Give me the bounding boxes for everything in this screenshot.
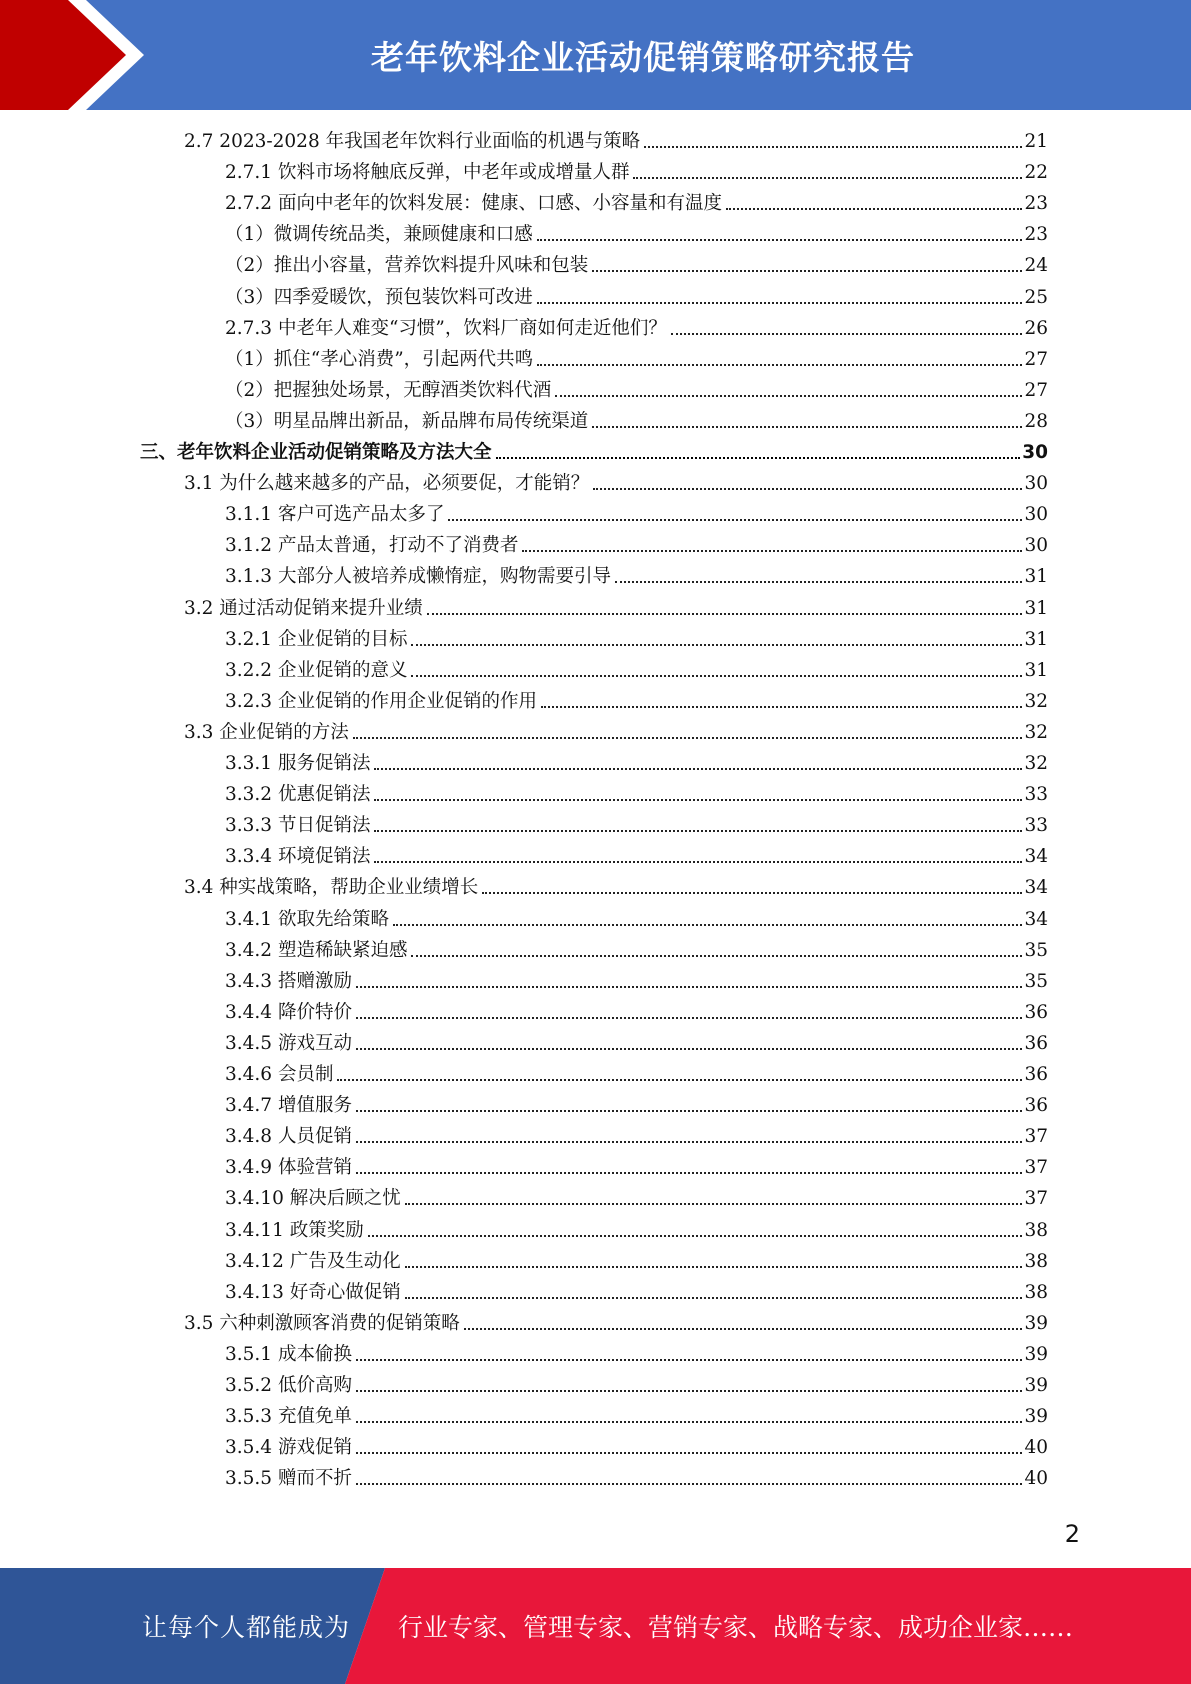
- toc-dot-leader: [356, 1483, 1023, 1485]
- toc-entry[interactable]: [225, 779, 1048, 810]
- toc-entry-page: 37: [1024, 1188, 1048, 1210]
- toc-entry-page: 32: [1024, 753, 1048, 774]
- toc-entry-page: 23: [1024, 193, 1048, 215]
- toc-entry[interactable]: [225, 157, 1048, 188]
- toc-entry[interactable]: [225, 344, 1048, 375]
- toc-entry-page: 31: [1024, 628, 1048, 650]
- toc-dot-leader: [356, 1390, 1023, 1392]
- toc-entry[interactable]: [225, 748, 1048, 779]
- toc-dot-leader: [482, 892, 1022, 894]
- toc-entry[interactable]: [184, 1308, 1048, 1339]
- toc-entry[interactable]: [225, 1183, 1048, 1214]
- toc-entry[interactable]: [225, 530, 1048, 561]
- toc-dot-leader: [522, 550, 1022, 552]
- toc-entry-title: 2.7.1 饮料市场将触底反弹，中老年或成增量人群: [225, 162, 630, 184]
- toc-entry[interactable]: [225, 1370, 1048, 1401]
- toc-entry-title: 3.4.1 欲取先给策略: [225, 908, 389, 930]
- toc-entry-page: 30: [1024, 473, 1048, 495]
- toc-dot-leader: [356, 1421, 1023, 1423]
- toc-entry-title: 3.1 为什么越来越多的产品，必须要促，才能销？: [184, 473, 590, 495]
- toc-dot-leader: [356, 1017, 1023, 1019]
- toc-entry-title: 3.5.2 低价高购: [225, 1375, 352, 1396]
- toc-entry-page: 33: [1024, 815, 1048, 837]
- toc-dot-leader: [353, 737, 1023, 739]
- toc-entry-title: 3.4.2 塑造稀缺紧迫感: [225, 939, 408, 961]
- toc-entry-page: 36: [1024, 1001, 1048, 1023]
- toc-entry-page: 30: [1024, 535, 1048, 557]
- toc-entry-title: （1）抓住“孝心消费”，引起两代共鸣: [225, 348, 534, 370]
- toc-dot-leader: [537, 364, 1022, 366]
- toc-dot-leader: [411, 955, 1022, 957]
- toc-entry-page: 31: [1024, 566, 1048, 588]
- toc-entry-page: 21: [1024, 131, 1048, 152]
- toc-entry-title: 3.3.3 节日促销法: [225, 815, 371, 837]
- toc-entry-page: 40: [1024, 1437, 1048, 1459]
- toc-entry-title: 3.2.3 企业促销的作用企业促销的作用: [225, 690, 537, 712]
- toc-entry-title: 3.4.12 广告及生动化: [225, 1250, 401, 1272]
- toc-entry[interactable]: [225, 188, 1048, 219]
- toc-entry[interactable]: [225, 935, 1048, 966]
- toc-entry-title: 3.4 种实战策略，帮助企业业绩增长: [184, 877, 479, 899]
- toc-entry[interactable]: [225, 1463, 1048, 1494]
- toc-dot-leader: [464, 1328, 1023, 1330]
- toc-entry-title: 3.5 六种刺激顾客消费的促销策略: [184, 1312, 460, 1334]
- toc-dot-leader: [356, 1048, 1023, 1050]
- toc-entry-page: 35: [1024, 939, 1048, 961]
- toc-entry-page: 34: [1024, 877, 1048, 899]
- toc-entry-title: 3.4.6 会员制: [225, 1064, 334, 1085]
- toc-entry[interactable]: [225, 810, 1048, 841]
- toc-entry-title: 3.4.9 体验营销: [225, 1157, 352, 1179]
- toc-dot-leader: [393, 924, 1022, 926]
- toc-entry[interactable]: [225, 313, 1048, 344]
- toc-entry[interactable]: [225, 904, 1048, 935]
- toc-entry-page: 34: [1024, 908, 1048, 930]
- toc-dot-leader: [671, 333, 1023, 335]
- toc-dot-leader: [644, 146, 1022, 148]
- toc-entry[interactable]: [225, 561, 1048, 592]
- toc-entry-page: 37: [1024, 1126, 1048, 1148]
- toc-dot-leader: [541, 706, 1022, 708]
- toc-dot-leader: [368, 1235, 1023, 1237]
- toc-entry[interactable]: [225, 1121, 1048, 1152]
- toc-dot-leader: [726, 208, 1022, 210]
- toc-dot-leader: [633, 177, 1022, 179]
- toc-entry[interactable]: [225, 686, 1048, 717]
- toc-entry-page: 36: [1024, 1095, 1048, 1117]
- toc-entry-page: 30: [1022, 442, 1048, 463]
- toc-entry-title: 3.1.1 客户可选产品太多了: [225, 504, 445, 526]
- toc-entry-page: 39: [1024, 1343, 1048, 1365]
- toc-entry-title: 3.2.2 企业促销的意义: [225, 659, 408, 681]
- toc-dot-leader: [356, 1110, 1023, 1112]
- toc-dot-leader: [537, 239, 1023, 241]
- toc-entry-page: 34: [1024, 846, 1048, 868]
- toc-dot-leader: [356, 1452, 1023, 1454]
- toc-entry-title: 3.3.2 优惠促销法: [225, 784, 371, 806]
- toc-entry-title: 3.4.5 游戏互动: [225, 1032, 352, 1054]
- toc-entry[interactable]: [225, 1432, 1048, 1463]
- toc-dot-leader: [405, 1266, 1023, 1268]
- toc-entry[interactable]: [225, 1152, 1048, 1183]
- toc-entry-page: 24: [1024, 255, 1048, 277]
- toc-dot-leader: [356, 986, 1023, 988]
- toc-entry[interactable]: [225, 841, 1048, 872]
- toc-entry-page: 30: [1024, 504, 1048, 526]
- toc-entry-title: 3.1.3 大部分人被培养成懒惰症，购物需要引导: [225, 566, 611, 588]
- toc-entry-page: 40: [1024, 1468, 1048, 1490]
- toc-dot-leader: [615, 581, 1022, 583]
- toc-dot-leader: [593, 488, 1022, 490]
- toc-entry-page: 36: [1024, 1032, 1048, 1054]
- toc-entry[interactable]: [225, 1028, 1048, 1059]
- toc-entry-title: （2）把握独处场景，无醇酒类饮料代酒: [225, 379, 552, 401]
- toc-entry[interactable]: [225, 219, 1048, 250]
- toc-dot-leader: [555, 395, 1022, 397]
- toc-dot-leader: [537, 302, 1023, 304]
- toc-entry[interactable]: [184, 717, 1048, 748]
- toc-entry-title: 3.5.3 充值免单: [225, 1406, 352, 1428]
- toc-entry-page: 22: [1024, 162, 1048, 184]
- toc-entry-title: 3.4.7 增值服务: [225, 1095, 352, 1117]
- toc-entry[interactable]: [225, 966, 1048, 997]
- toc-entry[interactable]: [225, 1401, 1048, 1432]
- toc-entry-page: 37: [1024, 1157, 1048, 1179]
- toc-entry-page: 27: [1024, 379, 1048, 401]
- toc-dot-leader: [356, 1172, 1023, 1174]
- toc-entry-title: 三、老年饮料企业活动促销策略及方法大全: [140, 442, 492, 463]
- toc-entry[interactable]: [225, 406, 1048, 437]
- toc-entry-title: （2）推出小容量，营养饮料提升风味和包装: [225, 255, 589, 277]
- page-footer: [0, 1568, 1191, 1684]
- toc-entry[interactable]: [225, 375, 1048, 406]
- toc-entry[interactable]: [184, 872, 1048, 903]
- toc-entry-title: 3.2 通过活动促销来提升业绩: [184, 597, 423, 619]
- toc-entry-page: 28: [1024, 410, 1048, 432]
- toc-entry-title: 3.1.2 产品太普通，打动不了消费者: [225, 535, 519, 557]
- toc-dot-leader: [496, 457, 1021, 459]
- toc-entry-title: （3）四季爱暖饮，预包装饮料可改进: [225, 286, 533, 308]
- toc-entry[interactable]: [225, 1339, 1048, 1370]
- report-title: 老年饮料企业活动促销策略研究报告: [371, 37, 915, 77]
- toc-entry-page: 31: [1024, 597, 1048, 619]
- page-number: 2: [1064, 1520, 1080, 1548]
- toc-entry-page: 39: [1024, 1406, 1048, 1428]
- toc-entry-page: 32: [1024, 721, 1048, 743]
- toc-entry-title: 3.5.5 赠而不折: [225, 1468, 352, 1490]
- toc-entry-page: 36: [1024, 1064, 1048, 1085]
- toc-entry[interactable]: [225, 1246, 1048, 1277]
- toc-entry-title: 3.5.1 成本偷换: [225, 1343, 352, 1365]
- toc-entry-title: 3.4.13 好奇心做促销: [225, 1281, 401, 1303]
- toc-dot-leader: [356, 1359, 1023, 1361]
- toc-entry-title: 3.4.3 搭赠激励: [225, 970, 352, 992]
- toc-dot-leader: [374, 861, 1022, 863]
- toc-dot-leader: [356, 1141, 1023, 1143]
- toc-entry-title: 3.4.8 人员促销: [225, 1126, 352, 1148]
- toc-dot-leader: [337, 1079, 1022, 1081]
- toc-entry[interactable]: [184, 593, 1048, 624]
- toc-entry-page: 39: [1024, 1312, 1048, 1334]
- toc-entry-title: 2.7.2 面向中老年的饮料发展：健康、口感、小容量和有温度: [225, 193, 722, 215]
- toc-entry[interactable]: [184, 468, 1048, 499]
- toc-dot-leader: [374, 799, 1022, 801]
- toc-entry-title: 3.3 企业促销的方法: [184, 721, 349, 743]
- toc-entry-page: 27: [1024, 348, 1048, 370]
- toc-dot-leader: [411, 644, 1022, 646]
- toc-entry[interactable]: [225, 250, 1048, 281]
- header-chevron-decoration: [0, 0, 160, 110]
- toc-entry-title: 3.3.1 服务促销法: [225, 753, 371, 774]
- toc-entry-title: 2.7 2023-2028 年我国老年饮料行业面临的机遇与策略: [184, 131, 641, 152]
- toc-dot-leader: [405, 1203, 1023, 1205]
- toc-entry-page: 35: [1024, 970, 1048, 992]
- toc-entry-title: 3.5.4 游戏促销: [225, 1437, 352, 1459]
- toc-entry-page: 39: [1024, 1375, 1048, 1396]
- toc-entry[interactable]: [225, 499, 1048, 530]
- toc-entry-page: 26: [1024, 317, 1048, 339]
- toc-dot-leader: [405, 1297, 1023, 1299]
- toc-chapter-entry[interactable]: [140, 437, 1048, 468]
- toc-entry[interactable]: [225, 655, 1048, 686]
- toc-entry[interactable]: [225, 282, 1048, 313]
- toc-entry-title: 3.4.4 降价特价: [225, 1001, 352, 1023]
- toc-entry-page: 31: [1024, 659, 1048, 681]
- toc-entry-title: 3.4.11 政策奖励: [225, 1219, 364, 1241]
- toc-entry[interactable]: [225, 997, 1048, 1028]
- footer-slogan-left: 让每个人都能成为: [142, 1613, 351, 1642]
- footer-slogan-right: 行业专家、管理专家、营销专家、战略专家、成功企业家……: [398, 1613, 1074, 1642]
- toc-dot-leader: [592, 426, 1022, 428]
- toc-entry-page: 23: [1024, 224, 1048, 246]
- toc-dot-leader: [427, 613, 1023, 615]
- toc-entry-title: （1）微调传统品类，兼顾健康和口感: [225, 224, 533, 246]
- toc-entry[interactable]: [225, 1090, 1048, 1121]
- toc-entry-title: 3.4.10 解决后顾之忧: [225, 1188, 401, 1210]
- toc-entry-page: 38: [1024, 1219, 1048, 1241]
- toc-dot-leader: [374, 830, 1022, 832]
- toc-dot-leader: [374, 768, 1022, 770]
- toc-entry-page: 32: [1024, 690, 1048, 712]
- toc-entry-page: 25: [1024, 286, 1048, 308]
- page-header: [0, 0, 1191, 110]
- toc-entry-page: 38: [1024, 1281, 1048, 1303]
- toc-dot-leader: [592, 270, 1022, 272]
- toc-entry-title: 3.2.1 企业促销的目标: [225, 628, 408, 650]
- toc-entry-title: （3）明星品牌出新品，新品牌布局传统渠道: [225, 410, 589, 432]
- toc-entry-page: 33: [1024, 784, 1048, 806]
- toc-entry-title: 2.7.3 中老年人难变“习惯”，饮料厂商如何走近他们？: [225, 317, 667, 339]
- toc-entry[interactable]: [184, 126, 1048, 157]
- toc-entry[interactable]: [225, 1277, 1048, 1308]
- toc-entry[interactable]: [225, 624, 1048, 655]
- toc-dot-leader: [411, 675, 1022, 677]
- toc-entry-title: 3.3.4 环境促销法: [225, 846, 371, 868]
- toc-dot-leader: [448, 519, 1022, 521]
- toc-entry-page: 38: [1024, 1250, 1048, 1272]
- toc-entry[interactable]: [225, 1215, 1048, 1246]
- toc-entry[interactable]: [225, 1059, 1048, 1090]
